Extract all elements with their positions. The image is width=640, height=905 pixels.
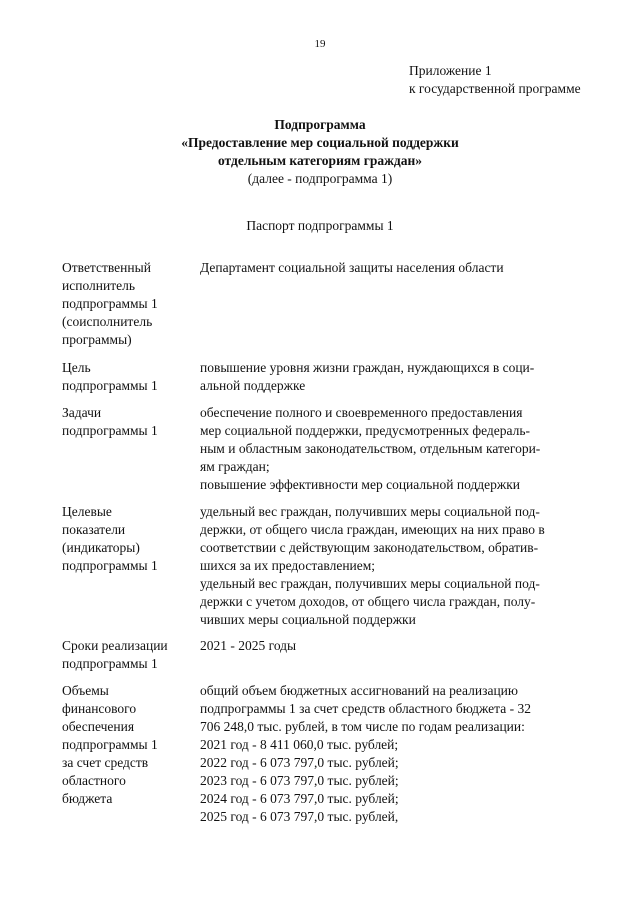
value-line: альной поддержке <box>200 378 306 393</box>
value-line: 2021 - 2025 годы <box>200 638 297 653</box>
row-label <box>62 259 192 349</box>
value-line: обеспечение полного и своевременного предоставления <box>200 405 523 420</box>
value-line: мер социальной поддержки, предусмотренных федераль- <box>200 423 530 438</box>
value-line: 2022 год - 6 073 797,0 тыс. рублей; <box>200 755 399 770</box>
label-line: Объемы <box>62 683 109 698</box>
row-value <box>200 503 600 629</box>
row-label <box>62 682 192 808</box>
label-line: подпрограммы 1 <box>62 656 158 671</box>
heading-line-2: «Предоставление мер социальной поддержки <box>181 135 459 150</box>
heading-line-1: Подпрограмма <box>274 117 366 132</box>
row-label <box>62 404 192 440</box>
subprogram-heading <box>0 116 640 188</box>
value-line: ям граждан; <box>200 459 270 474</box>
row-value <box>200 259 600 277</box>
label-line: Сроки реализации <box>62 638 168 653</box>
row-label <box>62 637 192 673</box>
value-line: общий объем бюджетных ассигнований на реализацию <box>200 683 518 698</box>
row-value <box>200 404 600 494</box>
value-line: Департамент социальной защиты населения области <box>200 260 504 275</box>
label-line: Целевые <box>62 504 112 519</box>
value-line: 2021 год - 8 411 060,0 тыс. рублей; <box>200 737 399 752</box>
value-line: удельный вес граждан, получивших меры социальной под- <box>200 576 540 591</box>
row-value <box>200 637 600 655</box>
value-line: повышение эффективности мер социальной поддержки <box>200 477 521 492</box>
value-line: держки, от общего числа граждан, имеющих на них право в <box>200 522 545 537</box>
appendix-note <box>409 62 581 98</box>
row-value <box>200 682 600 826</box>
label-line: показатели <box>62 522 126 537</box>
label-line: обеспечения <box>62 719 135 734</box>
heading-line-3: отдельным категориям граждан» <box>217 153 423 168</box>
label-line: подпрограммы 1 <box>62 296 158 311</box>
page-number: 19 <box>314 38 326 50</box>
passport-title: Паспорт подпрограммы 1 <box>246 218 394 233</box>
value-line: чивших меры социальной поддержки <box>200 612 416 627</box>
label-line: (индикаторы) <box>62 540 140 555</box>
label-line: подпрограммы 1 <box>62 423 158 438</box>
value-line: держки с учетом доходов, от общего числа граждан, полу- <box>200 594 536 609</box>
label-line: Цель <box>62 360 91 375</box>
heading-line-4: (далее - подпрограмма 1) <box>247 171 393 186</box>
value-line: 2025 год - 6 073 797,0 тыс. рублей, <box>200 809 399 824</box>
label-line: Ответственный <box>62 260 151 275</box>
label-line: финансового <box>62 701 137 716</box>
value-line: шихся за их предоставлением; <box>200 558 376 573</box>
value-line: 2024 год - 6 073 797,0 тыс. рублей; <box>200 791 399 806</box>
label-line: подпрограммы 1 <box>62 558 158 573</box>
label-line: за счет средств <box>62 755 149 770</box>
value-line: 706 248,0 тыс. рублей, в том числе по годам реализации: <box>200 719 525 734</box>
value-line: повышение уровня жизни граждан, нуждающихся в соци- <box>200 360 535 375</box>
label-line: программы) <box>62 332 132 347</box>
row-label <box>62 503 192 575</box>
label-line: исполнитель <box>62 278 135 293</box>
label-line: подпрограммы 1 <box>62 378 158 393</box>
label-line: областного <box>62 773 126 788</box>
label-line: (соисполнитель <box>62 314 153 329</box>
row-label <box>62 359 192 395</box>
value-line: удельный вес граждан, получивших меры социальной под- <box>200 504 540 519</box>
value-line: 2023 год - 6 073 797,0 тыс. рублей; <box>200 773 399 788</box>
value-line: ным и областным законодательством, отдельным категори- <box>200 441 541 456</box>
row-value <box>200 359 600 395</box>
label-line: бюджета <box>62 791 113 806</box>
value-line: подпрограммы 1 за счет средств областного бюджета - 32 <box>200 701 531 716</box>
value-line: соответствии с действующим законодательством, обратив- <box>200 540 539 555</box>
appendix-line-1: Приложение 1 <box>409 63 492 78</box>
appendix-line-2: к государственной программе <box>409 81 581 96</box>
label-line: Задачи <box>62 405 102 420</box>
label-line: подпрограммы 1 <box>62 737 158 752</box>
